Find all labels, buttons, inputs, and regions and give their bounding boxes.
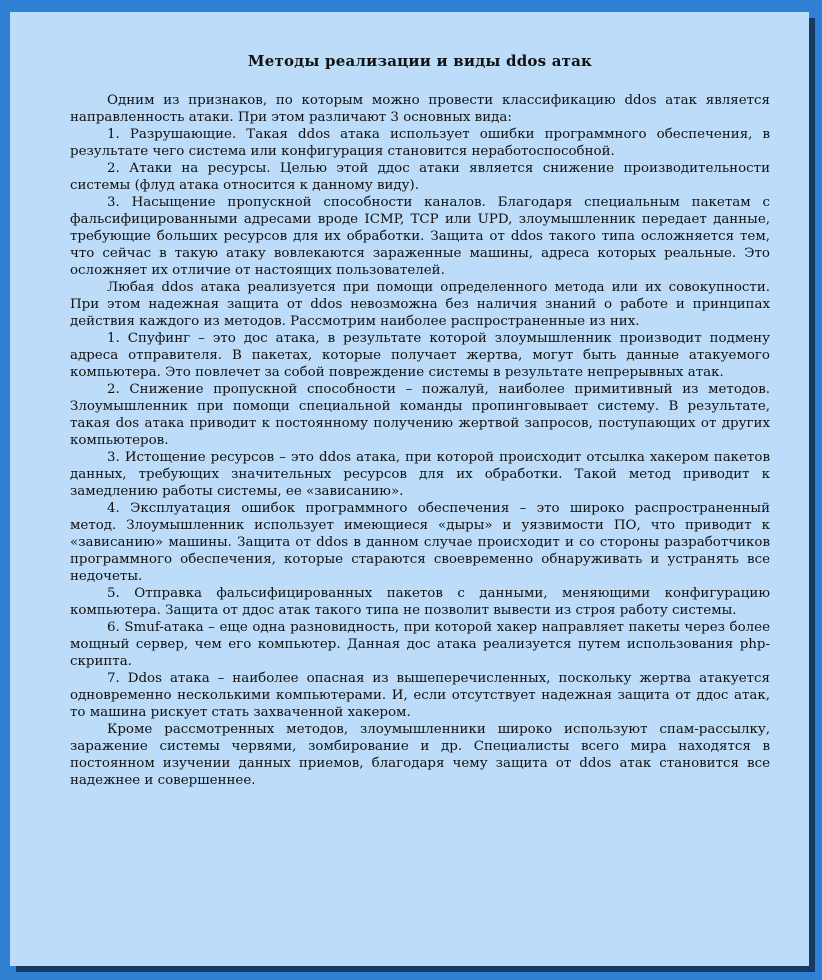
document-body	[70, 92, 770, 789]
paragraph-method-4: 4. Эксплуатация ошибок программного обеспечения – это широко распространенный метод. Злоумышленник использует имеющиеся «дыры» и уязвимости ПО, что приводит к «зависанию» машины. Защита от ddos в данном случае происходит и со стороны разработчиков программного обеспечения, которые стараются своевременно обнаруживать и устранять все недочеты.	[70, 501, 770, 584]
paragraph-conclusion: Кроме рассмотренных методов, злоумышленники широко используют спам-рассылку, заражение системы червями, зомбирование и др. Специалисты всего мира находятся в постоянном изучении данных приемов, благодаря чему защита от ddos атак становится все надежнее и совершеннее.	[70, 722, 770, 788]
paragraph-type-3: 3. Насыщение пропускной способности каналов. Благодаря специальным пакетам с фальсифицированными адресами вроде ICMP, TCP или UPD, злоумышленник передает данные, требующие больших ресурсов для их обработки. Защита от ddos такого типа осложняется тем, что сейчас в такую атаку вовлекаются зараженные машины, адреса которых реальные. Это осложняет их отличие от настоящих пользователей.	[70, 195, 770, 278]
paragraph-method-1: 1. Спуфинг – это дос атака, в результате которой злоумышленник производит подмену адреса отправителя. В пакетах, которые получает жертва, могут быть данные атакуемого компьютера. Это повлечет за собой повреждение системы в результате непрерывных атак.	[70, 331, 770, 380]
paragraph-method-5: 5. Отправка фальсифицированных пакетов с данными, меняющими конфигурацию компьютера. Защита от ддос атак такого типа не позволит вывести из строя работу системы.	[70, 586, 770, 618]
paragraph-intro: Одним из признаков, по которым можно провести классификацию ddos атак является направленность атаки. При этом различают 3 основных вида:	[70, 93, 770, 125]
document-page	[10, 12, 809, 966]
paragraph-method-6: 6. Smuf-атака – еще одна разновидность, при которой хакер направляет пакеты через более мощный сервер, чем его компьютер. Данная дос атака реализуется путем использования php-скрипта.	[70, 620, 770, 669]
paragraph-method-7: 7. Ddos атака – наиболее опасная из вышеперечисленных, поскольку жертва атакуется одновременно несколькими компьютерами. И, если отсутствует надежная защита от ддос атак, то машина рискует стать захваченной хакером.	[70, 671, 770, 720]
paragraph-method-3: 3. Истощение ресурсов – это ddos атака, при которой происходит отсылка хакером пакетов данных, требующих значительных ресурсов для их обработки. Такой метод приводит к замедлению работы системы, ее «зависанию».	[70, 450, 770, 499]
page-title: Методы реализации и виды ddos атак	[247, 52, 593, 70]
paragraph-type-2: 2. Атаки на ресурсы. Целью этой ддос атаки является снижение производительности системы (флуд атака относится к данному виду).	[70, 161, 770, 193]
paragraph-methods-intro: Любая ddos атака реализуется при помощи определенного метода или их совокупности. При этом надежная защита от ddos невозможна без наличия знаний о работе и принципах действия каждого из методов. Рассмотрим наиболее распространенные из них.	[70, 280, 770, 329]
paragraph-method-2: 2. Снижение пропускной способности – пожалуй, наиболее примитивный из методов. Злоумышленник при помощи специальной команды пропинговывает систему. В результате, такая dos атака приводит к постоянному получению жертвой запросов, поступающих от других компьютеров.	[70, 382, 770, 448]
paragraph-type-1: 1. Разрушающие. Такая ddos атака использует ошибки программного обеспечения, в результате чего система или конфигурация становится неработоспособной.	[70, 127, 770, 159]
